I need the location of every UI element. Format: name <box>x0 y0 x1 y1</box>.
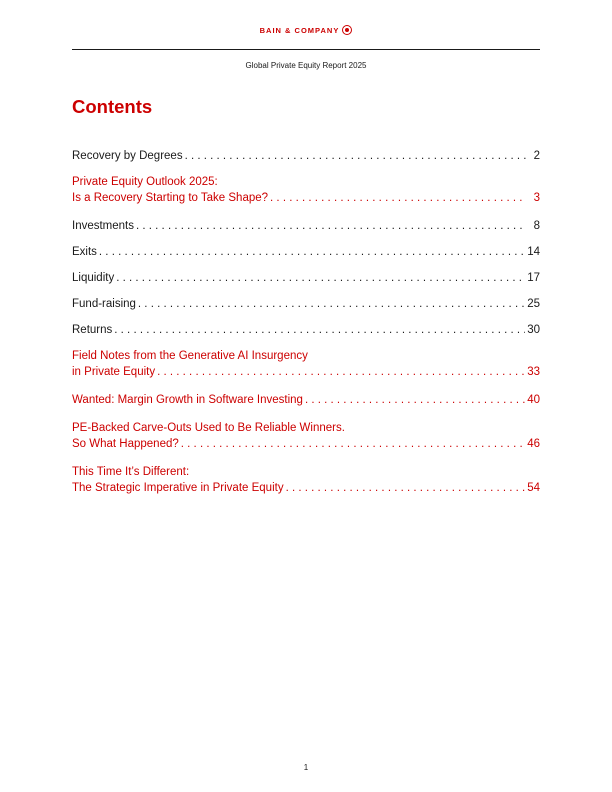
toc-entry-title: So What Happened? <box>72 438 179 450</box>
toc-entry-line <box>72 436 540 452</box>
toc-entry[interactable] <box>72 148 540 164</box>
toc-page-number: 17 <box>527 272 540 284</box>
toc-entry-title-line1: PE-Backed Carve-Outs Used to Be Reliable Winners. <box>72 422 345 434</box>
toc-entry-title-line1: This Time It’s Different: <box>72 466 190 478</box>
toc-dot-leader <box>305 392 525 408</box>
toc-entry-title-line1: Field Notes from the Generative AI Insurgency <box>72 350 308 362</box>
toc-entry-line <box>72 480 540 496</box>
toc-entry[interactable] <box>72 348 540 380</box>
toc-dot-leader <box>99 244 525 260</box>
toc-entry[interactable] <box>72 464 540 496</box>
report-title: Global Private Equity Report 2025 <box>245 61 367 70</box>
toc-page-number: 8 <box>533 220 540 232</box>
toc-entry-title: Is a Recovery Starting to Take Shape? <box>72 192 269 204</box>
contents-heading: Contents <box>72 96 153 117</box>
toc-entry-line <box>72 244 540 260</box>
toc-entry-line <box>72 392 540 408</box>
toc-entry[interactable] <box>72 392 540 408</box>
page-number: 1 <box>303 763 309 772</box>
toc-entry-line <box>72 364 540 380</box>
company-logo <box>0 26 612 36</box>
toc-page-number: 14 <box>527 246 540 258</box>
toc-entry[interactable] <box>72 174 540 206</box>
toc-dot-leader <box>157 364 525 380</box>
header-divider <box>72 49 540 50</box>
toc-dot-leader <box>185 148 526 164</box>
toc-dot-leader <box>136 218 526 234</box>
toc-entry-title: Liquidity <box>72 272 115 284</box>
toc-entry[interactable] <box>72 244 540 260</box>
toc-page-number: 30 <box>527 324 540 336</box>
toc-entry-title: Investments <box>72 220 134 232</box>
toc-entry-title-line1: Private Equity Outlook 2025: <box>72 176 218 188</box>
logo-text: BAIN & COMPANY <box>259 26 340 35</box>
toc-entry-title: in Private Equity <box>72 366 156 378</box>
toc-entry-title: Wanted: Margin Growth in Software Investing <box>72 394 303 406</box>
toc-entry-title: Fund-raising <box>72 298 136 310</box>
table-of-contents <box>72 148 540 508</box>
toc-entry[interactable] <box>72 322 540 338</box>
toc-dot-leader <box>181 436 525 452</box>
toc-entry[interactable] <box>72 270 540 286</box>
toc-entry-title: The Strategic Imperative in Private Equity <box>72 482 284 494</box>
toc-entry[interactable] <box>72 420 540 452</box>
toc-entry-line <box>72 270 540 286</box>
toc-dot-leader <box>270 190 526 206</box>
toc-entry-line <box>72 322 540 338</box>
toc-entry[interactable] <box>72 218 540 234</box>
toc-entry-line <box>72 190 540 206</box>
toc-page-number: 3 <box>533 192 540 204</box>
toc-dot-leader <box>138 296 525 312</box>
toc-page-number: 46 <box>527 438 540 450</box>
toc-entry-line <box>72 296 540 312</box>
toc-entry[interactable] <box>72 296 540 312</box>
toc-page-number: 40 <box>527 394 540 406</box>
toc-dot-leader <box>114 322 525 338</box>
toc-entry-title: Recovery by Degrees <box>72 150 183 162</box>
toc-page-number: 25 <box>527 298 540 310</box>
toc-entry-title: Returns <box>72 324 113 336</box>
toc-dot-leader <box>286 480 526 496</box>
toc-page-number: 33 <box>527 366 540 378</box>
toc-page-number: 54 <box>527 482 540 494</box>
toc-dot-leader <box>116 270 525 286</box>
toc-page-number: 2 <box>533 150 540 162</box>
toc-entry-title: Exits <box>72 246 97 258</box>
toc-entry-line <box>72 148 540 164</box>
logo-compass-icon <box>342 25 352 35</box>
toc-entry-line <box>72 218 540 234</box>
